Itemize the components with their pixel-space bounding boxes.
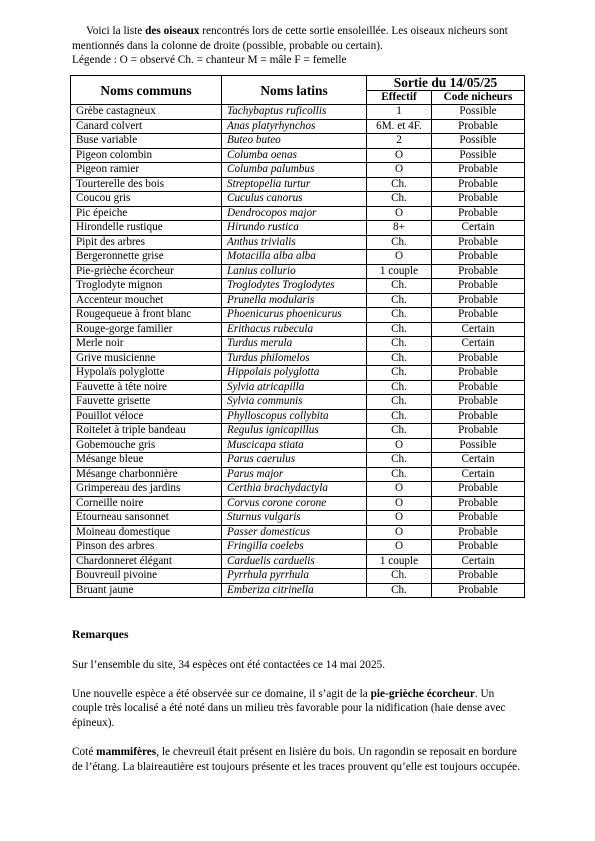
header-date: Sortie du 14/05/25 bbox=[367, 76, 525, 91]
intro bbox=[72, 24, 524, 68]
cell-common-name: Hirondelle rustique bbox=[71, 221, 222, 236]
remark-mammals bbox=[72, 745, 526, 774]
cell-count: O bbox=[367, 482, 432, 497]
cell-latin-name: Regulus ignicapillus bbox=[222, 424, 367, 439]
remark-new-species-bold: pie-grièche écorcheur bbox=[370, 687, 475, 700]
cell-count: 2 bbox=[367, 134, 432, 149]
cell-count: Ch. bbox=[367, 351, 432, 366]
cell-latin-name: Turdus merula bbox=[222, 337, 367, 352]
table-row bbox=[71, 322, 525, 337]
cell-count: 1 couple bbox=[367, 554, 432, 569]
cell-common-name: Corneille noire bbox=[71, 496, 222, 511]
cell-latin-name: Phylloscopus collybita bbox=[222, 409, 367, 424]
table-row bbox=[71, 467, 525, 482]
table-row bbox=[71, 250, 525, 265]
intro-text-start: Voici la liste bbox=[86, 25, 146, 37]
cell-latin-name: Lanius collurio bbox=[222, 264, 367, 279]
cell-latin-name: Motacilla alba alba bbox=[222, 250, 367, 265]
cell-common-name: Merle noir bbox=[71, 337, 222, 352]
cell-nesting-code: Probable bbox=[432, 540, 525, 555]
cell-latin-name: Certhia brachydactyla bbox=[222, 482, 367, 497]
cell-common-name: Bruant jaune bbox=[71, 583, 222, 598]
cell-count: Ch. bbox=[367, 424, 432, 439]
cell-nesting-code: Probable bbox=[432, 264, 525, 279]
cell-count: Ch. bbox=[367, 395, 432, 410]
legend: Légende : O = observé Ch. = chanteur M = mâle F = femelle bbox=[72, 54, 347, 67]
cell-common-name: Bergeronnette grise bbox=[71, 250, 222, 265]
header-latin-names: Noms latins bbox=[222, 76, 367, 105]
header-code: Code nicheurs bbox=[432, 90, 525, 105]
cell-latin-name: Fringilla coelebs bbox=[222, 540, 367, 555]
remarks bbox=[72, 628, 526, 789]
cell-latin-name: Passer domesticus bbox=[222, 525, 367, 540]
cell-latin-name: Muscicapa stiata bbox=[222, 438, 367, 453]
cell-nesting-code: Possible bbox=[432, 105, 525, 120]
cell-common-name: Rougequeue à front blanc bbox=[71, 308, 222, 323]
table-row bbox=[71, 192, 525, 207]
cell-latin-name: Erithacus rubecula bbox=[222, 322, 367, 337]
cell-count: Ch. bbox=[367, 409, 432, 424]
header-count: Effectif bbox=[367, 90, 432, 105]
cell-common-name: Pic épeiche bbox=[71, 206, 222, 221]
cell-common-name: Hypolaïs polyglotte bbox=[71, 366, 222, 381]
cell-common-name: Bouvreuil pivoine bbox=[71, 569, 222, 584]
cell-nesting-code: Certain bbox=[432, 453, 525, 468]
cell-common-name: Pinson des arbres bbox=[71, 540, 222, 555]
cell-common-name: Grimpereau des jardins bbox=[71, 482, 222, 497]
cell-common-name: Fauvette grisette bbox=[71, 395, 222, 410]
cell-nesting-code: Probable bbox=[432, 308, 525, 323]
cell-nesting-code: Probable bbox=[432, 250, 525, 265]
cell-nesting-code: Possible bbox=[432, 148, 525, 163]
table-row bbox=[71, 134, 525, 149]
table-row bbox=[71, 554, 525, 569]
cell-latin-name: Columba palumbus bbox=[222, 163, 367, 178]
cell-latin-name: Parus caerulus bbox=[222, 453, 367, 468]
cell-latin-name: Sylvia atricapilla bbox=[222, 380, 367, 395]
cell-count: Ch. bbox=[367, 308, 432, 323]
cell-common-name: Grèbe castagneux bbox=[71, 105, 222, 120]
cell-common-name: Roitelet à triple bandeau bbox=[71, 424, 222, 439]
cell-latin-name: Buteo buteo bbox=[222, 134, 367, 149]
cell-nesting-code: Probable bbox=[432, 177, 525, 192]
remark-mammals-end: , le chevreuil était présent en lisière du bois. Un ragondin se reposait en bordure de l’étang. La blaireautière est toujours présente et les traces prouvent qu’elle est toujours occupée. bbox=[72, 746, 520, 773]
cell-count: 8+ bbox=[367, 221, 432, 236]
table-row bbox=[71, 351, 525, 366]
table-row bbox=[71, 337, 525, 352]
cell-nesting-code: Probable bbox=[432, 366, 525, 381]
cell-latin-name: Streptopelia turtur bbox=[222, 177, 367, 192]
cell-common-name: Buse variable bbox=[71, 134, 222, 149]
table-row bbox=[71, 206, 525, 221]
cell-latin-name: Hirundo rustica bbox=[222, 221, 367, 236]
cell-nesting-code: Possible bbox=[432, 134, 525, 149]
cell-latin-name: Sturnus vulgaris bbox=[222, 511, 367, 526]
table-row bbox=[71, 525, 525, 540]
cell-nesting-code: Probable bbox=[432, 163, 525, 178]
cell-count: Ch. bbox=[367, 380, 432, 395]
cell-nesting-code: Probable bbox=[432, 279, 525, 294]
cell-latin-name: Tachybaptus ruficollis bbox=[222, 105, 367, 120]
table-body bbox=[71, 105, 525, 598]
cell-count: Ch. bbox=[367, 366, 432, 381]
cell-latin-name: Emberiza citrinella bbox=[222, 583, 367, 598]
table-row bbox=[71, 511, 525, 526]
cell-nesting-code: Certain bbox=[432, 337, 525, 352]
intro-paragraph bbox=[72, 24, 524, 53]
cell-latin-name: Corvus corone corone bbox=[222, 496, 367, 511]
remark-species-count: Sur l’ensemble du site, 34 espèces ont été contactées ce 14 mai 2025. bbox=[72, 658, 386, 671]
cell-nesting-code: Probable bbox=[432, 395, 525, 410]
table-row bbox=[71, 438, 525, 453]
cell-latin-name: Phoenicurus phoenicurus bbox=[222, 308, 367, 323]
cell-latin-name: Troglodytes Troglodytes bbox=[222, 279, 367, 294]
cell-nesting-code: Probable bbox=[432, 525, 525, 540]
cell-latin-name: Pyrrhula pyrrhula bbox=[222, 569, 367, 584]
remarks-title: Remarques bbox=[72, 628, 129, 641]
cell-common-name: Pigeon ramier bbox=[71, 163, 222, 178]
cell-common-name: Gobemouche gris bbox=[71, 438, 222, 453]
cell-nesting-code: Probable bbox=[432, 569, 525, 584]
cell-common-name: Chardonneret élégant bbox=[71, 554, 222, 569]
cell-nesting-code: Certain bbox=[432, 322, 525, 337]
table-row bbox=[71, 235, 525, 250]
intro-bold: des oiseaux bbox=[145, 25, 200, 37]
cell-count: Ch. bbox=[367, 192, 432, 207]
cell-nesting-code: Probable bbox=[432, 293, 525, 308]
cell-nesting-code: Certain bbox=[432, 221, 525, 236]
cell-nesting-code: Probable bbox=[432, 424, 525, 439]
cell-common-name: Coucou gris bbox=[71, 192, 222, 207]
cell-common-name: Grive musicienne bbox=[71, 351, 222, 366]
cell-nesting-code: Probable bbox=[432, 235, 525, 250]
cell-nesting-code: Probable bbox=[432, 496, 525, 511]
cell-count: Ch. bbox=[367, 583, 432, 598]
cell-nesting-code: Probable bbox=[432, 192, 525, 207]
cell-count: Ch. bbox=[367, 293, 432, 308]
cell-common-name: Mésange bleue bbox=[71, 453, 222, 468]
table-row bbox=[71, 482, 525, 497]
cell-count: Ch. bbox=[367, 569, 432, 584]
cell-latin-name: Anas platyrhynchos bbox=[222, 119, 367, 134]
cell-latin-name: Cuculus canorus bbox=[222, 192, 367, 207]
cell-count: O bbox=[367, 163, 432, 178]
cell-latin-name: Turdus philomelos bbox=[222, 351, 367, 366]
table-row bbox=[71, 424, 525, 439]
cell-common-name: Etourneau sansonnet bbox=[71, 511, 222, 526]
cell-count: O bbox=[367, 540, 432, 555]
cell-common-name: Canard colvert bbox=[71, 119, 222, 134]
cell-common-name: Mésange charbonnière bbox=[71, 467, 222, 482]
cell-common-name: Pie-grièche écorcheur bbox=[71, 264, 222, 279]
cell-latin-name: Anthus trivialis bbox=[222, 235, 367, 250]
cell-count: Ch. bbox=[367, 235, 432, 250]
cell-nesting-code: Probable bbox=[432, 206, 525, 221]
intro-text-end: rencontrés lors de cette sortie ensoleillée. Les oiseaux nicheurs sont mentionnés dans la colonne de droite (possible, probable ou certain). bbox=[72, 25, 508, 52]
remark-mammals-start: Coté bbox=[72, 746, 97, 759]
cell-count: O bbox=[367, 148, 432, 163]
cell-common-name: Tourterelle des bois bbox=[71, 177, 222, 192]
cell-common-name: Pouillot véloce bbox=[71, 409, 222, 424]
cell-nesting-code: Probable bbox=[432, 119, 525, 134]
table-row bbox=[71, 293, 525, 308]
cell-nesting-code: Probable bbox=[432, 351, 525, 366]
cell-latin-name: Hippolais polyglotta bbox=[222, 366, 367, 381]
cell-common-name: Pigeon colombin bbox=[71, 148, 222, 163]
table-row bbox=[71, 264, 525, 279]
table-row bbox=[71, 395, 525, 410]
cell-count: O bbox=[367, 496, 432, 511]
cell-nesting-code: Probable bbox=[432, 583, 525, 598]
cell-nesting-code: Probable bbox=[432, 380, 525, 395]
table-row bbox=[71, 540, 525, 555]
cell-common-name: Troglodyte mignon bbox=[71, 279, 222, 294]
cell-count: O bbox=[367, 511, 432, 526]
table-row bbox=[71, 163, 525, 178]
cell-count: Ch. bbox=[367, 279, 432, 294]
cell-common-name: Pipit des arbres bbox=[71, 235, 222, 250]
cell-count: O bbox=[367, 438, 432, 453]
cell-latin-name: Columba oenas bbox=[222, 148, 367, 163]
cell-count: Ch. bbox=[367, 467, 432, 482]
cell-common-name: Accenteur mouchet bbox=[71, 293, 222, 308]
cell-common-name: Fauvette à tête noire bbox=[71, 380, 222, 395]
cell-count: Ch. bbox=[367, 337, 432, 352]
table-row bbox=[71, 583, 525, 598]
table-row bbox=[71, 409, 525, 424]
cell-nesting-code: Probable bbox=[432, 409, 525, 424]
cell-count: O bbox=[367, 206, 432, 221]
table-row bbox=[71, 496, 525, 511]
remark-new-species-start: Une nouvelle espèce a été observée sur ce domaine, il s’agit de la bbox=[72, 687, 371, 700]
cell-nesting-code: Probable bbox=[432, 482, 525, 497]
remark-mammals-bold: mammifères bbox=[96, 746, 157, 759]
cell-latin-name: Sylvia communis bbox=[222, 395, 367, 410]
cell-common-name: Moineau domestique bbox=[71, 525, 222, 540]
header-common-names: Noms communs bbox=[71, 76, 222, 105]
cell-common-name: Rouge-gorge familier bbox=[71, 322, 222, 337]
table-row bbox=[71, 569, 525, 584]
cell-nesting-code: Certain bbox=[432, 467, 525, 482]
table-row bbox=[71, 148, 525, 163]
cell-latin-name: Prunella modularis bbox=[222, 293, 367, 308]
cell-nesting-code: Certain bbox=[432, 554, 525, 569]
table-row bbox=[71, 380, 525, 395]
cell-count: O bbox=[367, 250, 432, 265]
cell-count: Ch. bbox=[367, 322, 432, 337]
cell-latin-name: Carduelis carduelis bbox=[222, 554, 367, 569]
table-row bbox=[71, 105, 525, 120]
cell-latin-name: Parus major bbox=[222, 467, 367, 482]
table-row bbox=[71, 119, 525, 134]
table-row bbox=[71, 308, 525, 323]
table-row bbox=[71, 453, 525, 468]
table-row bbox=[71, 279, 525, 294]
cell-nesting-code: Possible bbox=[432, 438, 525, 453]
table-row bbox=[71, 177, 525, 192]
cell-count: 1 bbox=[367, 105, 432, 120]
table-row bbox=[71, 366, 525, 381]
remark-new-species-end: . Un couple très localisé a été noté dans un milieu très favorable pour la nidification (haie dense avec épineux). bbox=[72, 687, 506, 729]
cell-count: 6M. et 4F. bbox=[367, 119, 432, 134]
cell-nesting-code: Probable bbox=[432, 511, 525, 526]
remark-new-species bbox=[72, 687, 526, 731]
cell-latin-name: Dendrocopos major bbox=[222, 206, 367, 221]
cell-count: 1 couple bbox=[367, 264, 432, 279]
table-row bbox=[71, 221, 525, 236]
cell-count: Ch. bbox=[367, 177, 432, 192]
cell-count: Ch. bbox=[367, 453, 432, 468]
cell-count: O bbox=[367, 525, 432, 540]
bird-table bbox=[70, 75, 525, 598]
